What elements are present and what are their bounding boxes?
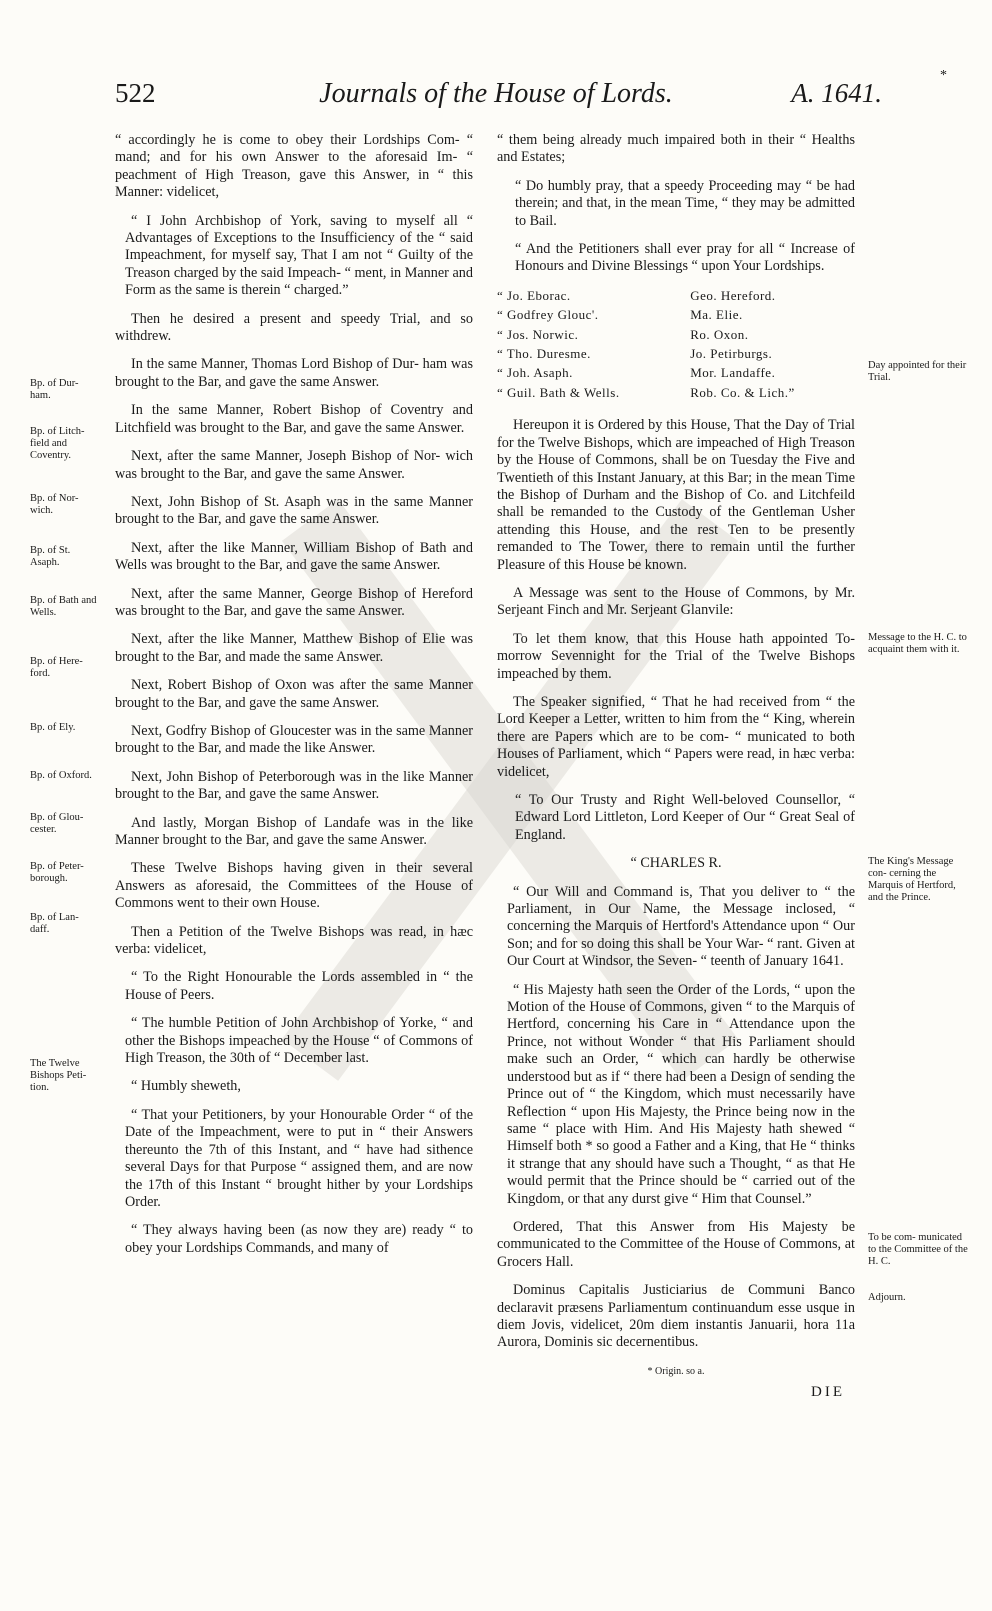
- margin-note-trial-day: Day appointed for their Trial.: [868, 360, 967, 383]
- paragraph: “ To Our Trusty and Right Well-beloved Counsellor, “ Edward Lord Littleton, Lord Keeper of Our “ Great Seal of England.: [515, 792, 855, 843]
- margin-note-landaff: Bp. of Lan- daff.: [30, 912, 79, 935]
- margin-note-message: Message to the H. C. to acquaint them with it.: [868, 632, 967, 655]
- paragraph: “ accordingly he is come to obey their Lordships Com- “ mand; and for his own Answer to the aforesaid Im- “ peachment of High Treason, gave this Answer, in “ this Manner: videlicet,: [115, 132, 473, 201]
- royal-signature: “ CHARLES R.: [630, 855, 722, 872]
- signature: Ma. Elie.: [690, 307, 743, 323]
- paragraph: Ordered, That this Answer from His Majesty be communicated to the Committee of the House of Commons, at Grocers Hall.: [497, 1218, 855, 1270]
- paragraph: “ That your Petitioners, by your Honourable Order “ of the Date of the Impeachment, were to put in “ their Answers thereunto the 7th of this Instant, and “ have had sithence several Days for that Purpose “ assigned them, and are now the 17th of this Instant “ brought hither by your Lordships Order.: [125, 1106, 473, 1210]
- signature: Mor. Landaffe.: [690, 365, 776, 381]
- paragraph: The Speaker signified, “ That he had received from “ the Lord Keeper a Letter, written to him from the “ King, wherein there are Papers which are to be com- “ municated to both Houses of Parliament, which “ Papers were read, in hæc verba: videlicet,: [497, 693, 855, 780]
- right-column: [497, 132, 855, 1402]
- paragraph: Next, after the like Manner, Matthew Bishop of Elie was brought to the Bar, and made the same Answer.: [115, 631, 473, 665]
- paragraph: Next, Robert Bishop of Oxon was after the same Manner brought to the Bar, and gave the same Answer.: [115, 677, 473, 711]
- paragraph: “ them being already much impaired both in their “ Healths and Estates;: [497, 132, 855, 166]
- paragraph: “ His Majesty hath seen the Order of the Lords, “ upon the Motion of the House of Commons, given “ to the Marquis of Hertford, concerning his Care in “ Attendance upon the Prince, not without Wonder “ that His Parliament should make such an Order, “ which can hardly be otherwise understood but as if “ there had been a Design of sending the Prince out of “ the Kingdom, which must necessarily have Reflection “ upon His Majesty, the Prince being now in the same “ place with Him. And His Majesty hath shewed “ Himself both * so good a Father and a King, that He “ thinks it strange that any should have such a Thought, “ as that He would permit that the Prince should be “ carried out of the Kingdom, or that any durst give “ Him that Counsel.”: [507, 981, 855, 1207]
- signature: “ Guil. Bath & Wells.: [497, 384, 620, 400]
- paragraph: In the same Manner, Robert Bishop of Coventry and Litchfield was brought to the Bar, and gave the same Answer.: [115, 402, 473, 436]
- paragraph: “ And the Petitioners shall ever pray for all “ Increase of Honours and Divine Blessings “ upon Your Lordships.: [515, 241, 855, 275]
- margin-note-st-asaph: Bp. of St. Asaph.: [30, 545, 71, 568]
- margin-note-litchfield: Bp. of Litch- field and Coventry.: [30, 426, 85, 461]
- signature: Jo. Petirburgs.: [690, 346, 773, 362]
- paragraph: Next, after the same Manner, Joseph Bishop of Nor- wich was brought to the Bar, and gave the same Answer.: [115, 448, 473, 482]
- paragraph: Next, John Bishop of St. Asaph was in the same Manner brought to the Bar, and gave the same Answer.: [115, 493, 473, 528]
- paragraph: “ To the Right Honourable the Lords assembled in “ the House of Peers.: [125, 969, 473, 1003]
- catchword: DIE: [811, 1384, 845, 1401]
- signature-row: [497, 326, 855, 345]
- running-title: Journals of the House of Lords.: [319, 78, 673, 109]
- paragraph: And lastly, Morgan Bishop of Landafe was in the like Manner brought to the Bar, and gave the same Answer.: [115, 814, 473, 848]
- signature: “ Jos. Norwic.: [497, 326, 579, 342]
- signature-row: [497, 384, 855, 403]
- margin-note-gloucester: Bp. of Glou- cester.: [30, 812, 84, 835]
- paragraph: These Twelve Bishops having given in their several Answers as aforesaid, the Committees of the House of Commons went to their own House.: [115, 860, 473, 912]
- signature-row: [497, 306, 855, 325]
- signature: “ Joh. Asaph.: [497, 365, 573, 381]
- signature-row: [497, 364, 855, 383]
- signature: “ Tho. Duresme.: [497, 346, 591, 362]
- signature: Geo. Hereford.: [690, 287, 776, 303]
- paragraph: “ Our Will and Command is, That you deliver to “ the Parliament, in Our Name, the Message inclosed, “ concerning the Marquis of Hertford's Attendance upon “ Our Son; and for so doing this shall be Your War- “ rant. Given at Our Court at Windsor, the Seven- “ teenth of January 1641.: [507, 883, 855, 970]
- paragraph: Hereupon it is Ordered by this House, That the Day of Trial for the Twelve Bishops, which are impeached of High Treason by the House of Commons, shall be on Tuesday the Five and Twentieth of this Instant January, at this Bar; in the mean Time the Bishop of Durham and the Bishop of Co. and Litchfeild shall be remanded to the Custody of the Gentleman Usher attending this House, and the rest Ten to be presently remanded to The Tower, there to remain until the further Pleasure of this House be known.: [497, 417, 855, 573]
- page-number: 522: [115, 78, 156, 108]
- footnote: * Origin. so a.: [647, 1365, 705, 1377]
- paragraph: “ The humble Petition of John Archbishop of Yorke, “ and other the Bishops impeached by the House “ of Commons of High Treason, the 30th of “ December last.: [125, 1015, 473, 1067]
- paragraph: Next, Godfry Bishop of Gloucester was in the same Manner brought to the Bar, and made the like Answer.: [115, 722, 473, 757]
- paragraph: Then a Petition of the Twelve Bishops was read, in hæc verba: videlicet,: [115, 923, 473, 958]
- margin-note-bath-wells: Bp. of Bath and Wells.: [30, 595, 97, 618]
- signature: Ro. Oxon.: [690, 326, 749, 342]
- paragraph: A Message was sent to the House of Commons, by Mr. Serjeant Finch and Mr. Serjeant Glanvile:: [497, 584, 855, 619]
- paragraph: Dominus Capitalis Justiciarius de Communi Banco declaravit præsens Parliamentum continuandum esse usque in diem Jovis, videlicet, 20m diem instantis Januarii, hora 11a Aurora, Dominis sic decernentibus.: [497, 1282, 855, 1351]
- margin-note-norwich: Bp. of Nor- wich.: [30, 493, 79, 516]
- margin-note-ely: Bp. of Ely.: [30, 722, 76, 733]
- margin-note-communicated: To be com- municated to the Committee of the H. C.: [868, 1232, 968, 1267]
- paragraph: Next, John Bishop of Peterborough was in the like Manner brought to the Bar, and gave the same Answer.: [115, 768, 473, 803]
- paragraph: “ I John Archbishop of York, saving to myself all “ Advantages of Exceptions to the Insufficiency of the “ said Impeachment, for myself say, That I am not “ Guilty of the Treason charged by the said Impeach- “ ment, in Manner and Form as the same is therein “ charged.”: [125, 212, 473, 299]
- paragraph: In the same Manner, Thomas Lord Bishop of Dur- ham was brought to the Bar, and gave the same Answer.: [115, 356, 473, 390]
- page-year: A. 1641.: [791, 78, 882, 108]
- margin-note-hereford: Bp. of Here- ford.: [30, 656, 83, 679]
- signature-row: [497, 345, 855, 364]
- paragraph: “ Do humbly pray, that a speedy Proceeding may “ be had therein; and that, in the mean Time, “ they may be admitted to Bail.: [515, 177, 855, 229]
- page-header: [0, 78, 992, 128]
- paragraph: “ They always having been (as now they are) ready “ to obey your Lordships Commands, and many of: [125, 1222, 473, 1256]
- paragraph: Next, after the same Manner, George Bishop of Hereford was brought to the Bar, and gave the same Answer.: [115, 585, 473, 619]
- left-column: [115, 132, 473, 1268]
- paragraph: Next, after the like Manner, William Bishop of Bath and Wells was brought to the Bar, and gave the same Answer.: [115, 539, 473, 574]
- signature: Rob. Co. & Lich.”: [690, 384, 795, 400]
- margin-note-oxford: Bp. of Oxford.: [30, 770, 92, 781]
- signature: “ Godfrey Glouc'.: [497, 307, 599, 323]
- margin-note-durham: Bp. of Dur- ham.: [30, 378, 79, 401]
- signature-list: [497, 287, 855, 403]
- margin-note-kings-message: The King's Message con- cerning the Marquis of Hertford, and the Prince.: [868, 856, 956, 903]
- margin-note-petition: The Twelve Bishops Peti- tion.: [30, 1058, 87, 1093]
- margin-note-adjourn: Adjourn.: [868, 1292, 906, 1303]
- paragraph: To let them know, that this House hath appointed To-morrow Sevennight for the Trial of the Twelve Bishops impeached by them.: [497, 630, 855, 682]
- margin-note-peterborough: Bp. of Peter- borough.: [30, 861, 84, 884]
- signature: “ Jo. Eborac.: [497, 287, 571, 303]
- paragraph: Then he desired a present and speedy Trial, and so withdrew.: [115, 310, 473, 345]
- paragraph: “ Humbly sheweth,: [131, 1078, 241, 1095]
- signature-row: [497, 287, 855, 306]
- corner-mark: *: [940, 68, 947, 83]
